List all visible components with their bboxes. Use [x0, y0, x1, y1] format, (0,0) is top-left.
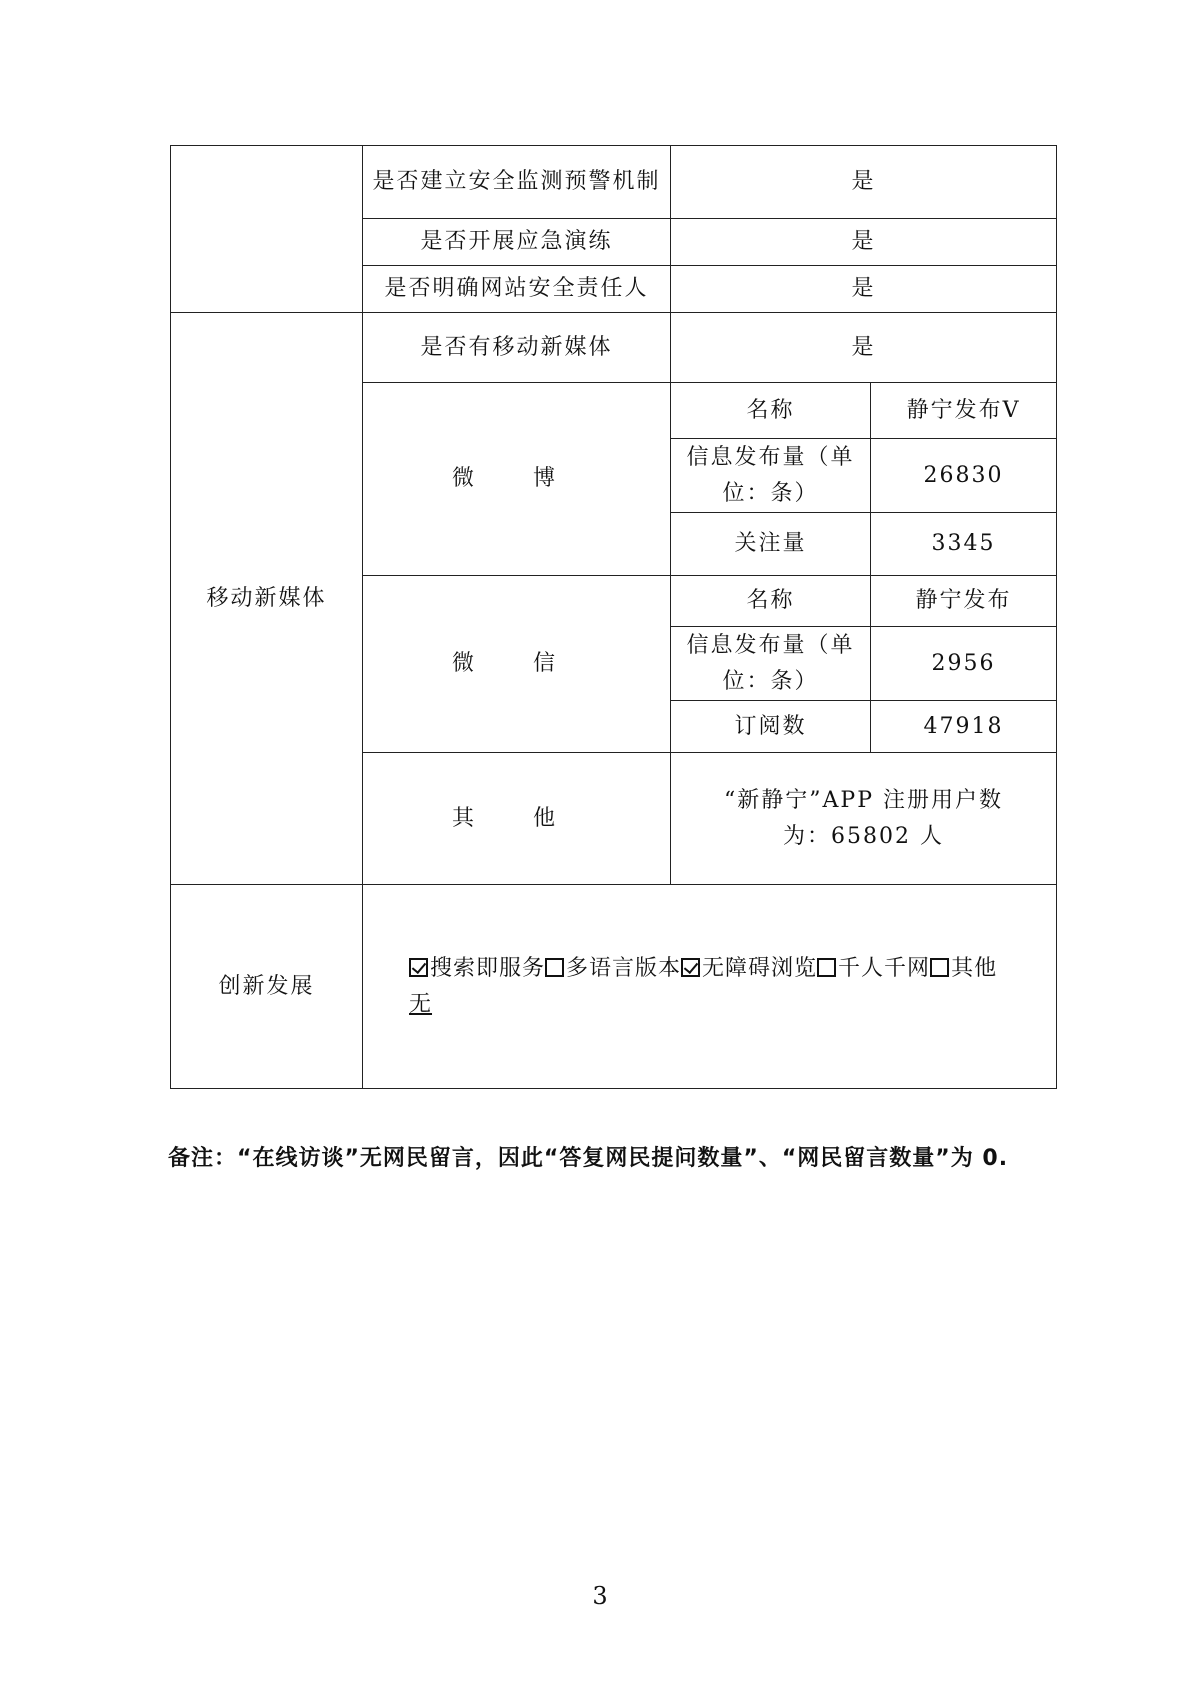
wechat-label: 微 信 — [363, 576, 671, 753]
wechat-name-value: 静宁发布 — [871, 576, 1057, 627]
weibo-follow-value: 3345 — [871, 513, 1057, 576]
other-value: “新静宁”APP 注册用户数为：65802 人 — [671, 753, 1057, 885]
footnote: 备注：“在线访谈”无网民留言，因此“答复网民提问数量”、“网民留言数量”为 0. — [168, 1146, 1009, 1171]
security-value: 是 — [671, 146, 1057, 219]
wechat-volume-label: 信息发布量（单位：条） — [671, 627, 871, 701]
weibo-label: 微 博 — [363, 383, 671, 576]
option-label: 搜索即服务 — [430, 955, 546, 981]
security-value: 是 — [671, 219, 1057, 266]
innovation-options-cell — [363, 885, 1057, 1089]
other-text: 无 — [409, 991, 433, 1017]
innovation-options — [409, 951, 1046, 987]
other-label: 其 他 — [363, 753, 671, 885]
weibo-name-value: 静宁发布V — [871, 383, 1057, 439]
option-label: 千人千网 — [838, 955, 931, 981]
innovation-category: 创新发展 — [171, 885, 363, 1089]
page-number: 3 — [592, 1582, 608, 1610]
weibo-follow-label: 关注量 — [671, 513, 871, 576]
table-row — [171, 146, 1057, 219]
security-label: 是否开展应急演练 — [363, 219, 671, 266]
checkbox-empty-icon[interactable] — [817, 958, 836, 977]
security-label: 是否明确网站安全责任人 — [363, 266, 671, 313]
has-mobile-label: 是否有移动新媒体 — [363, 313, 671, 383]
has-mobile-value: 是 — [671, 313, 1057, 383]
weibo-volume-label: 信息发布量（单位：条） — [671, 439, 871, 513]
wechat-volume-value: 2956 — [871, 627, 1057, 701]
option-label: 其他 — [951, 955, 998, 981]
table-row — [171, 885, 1057, 1089]
security-value: 是 — [671, 266, 1057, 313]
wechat-sub-value: 47918 — [871, 701, 1057, 753]
weibo-name-label: 名称 — [671, 383, 871, 439]
option-label: 多语言版本 — [566, 955, 682, 981]
checkbox-empty-icon[interactable] — [545, 958, 564, 977]
security-label: 是否建立安全监测预警机制 — [363, 146, 671, 219]
checkbox-empty-icon[interactable] — [930, 958, 949, 977]
checkbox-checked-icon[interactable] — [681, 958, 700, 977]
wechat-sub-label: 订阅数 — [671, 701, 871, 753]
checkbox-checked-icon[interactable] — [409, 958, 428, 977]
mobile-media-category: 移动新媒体 — [171, 313, 363, 885]
table-row — [171, 313, 1057, 383]
report-table — [170, 145, 1057, 1089]
option-label: 无障碍浏览 — [702, 955, 818, 981]
innovation-other-line — [409, 987, 1046, 1023]
weibo-volume-value: 26830 — [871, 439, 1057, 513]
security-category-cell — [171, 146, 363, 313]
wechat-name-label: 名称 — [671, 576, 871, 627]
